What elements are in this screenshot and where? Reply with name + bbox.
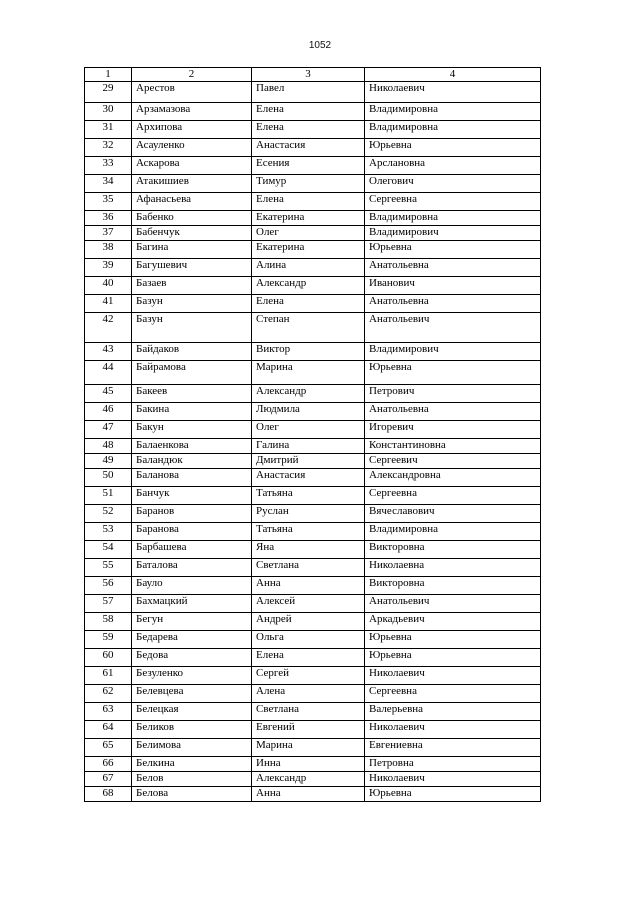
first-name-cell: Яна — [252, 541, 365, 559]
last-name-cell: Балаенкова — [132, 439, 252, 454]
table-row — [85, 193, 541, 211]
patronymic-cell: Анатольевич — [365, 595, 541, 613]
table-row — [85, 613, 541, 631]
page-number: 1052 — [308, 40, 332, 51]
last-name-cell: Банчук — [132, 487, 252, 505]
first-name-cell: Александр — [252, 277, 365, 295]
table-row — [85, 313, 541, 343]
row-number-cell: 68 — [85, 787, 132, 802]
table-row — [85, 103, 541, 121]
table-row — [85, 211, 541, 226]
table-row — [85, 649, 541, 667]
patronymic-cell: Анатольевич — [365, 313, 541, 343]
patronymic-cell: Николаевна — [365, 559, 541, 577]
table-row — [85, 541, 541, 559]
table-row — [85, 226, 541, 241]
header-col-2: 2 — [132, 68, 252, 82]
first-name-cell: Алина — [252, 259, 365, 277]
patronymic-cell: Константиновна — [365, 439, 541, 454]
first-name-cell: Татьяна — [252, 523, 365, 541]
last-name-cell: Баландюк — [132, 454, 252, 469]
patronymic-cell: Владимировна — [365, 523, 541, 541]
first-name-cell: Анна — [252, 787, 365, 802]
row-number-cell: 63 — [85, 703, 132, 721]
row-number-cell: 29 — [85, 82, 132, 103]
table-row — [85, 121, 541, 139]
patronymic-cell: Юрьевна — [365, 649, 541, 667]
table-row — [85, 385, 541, 403]
last-name-cell: Белов — [132, 772, 252, 787]
first-name-cell: Светлана — [252, 559, 365, 577]
table-row — [85, 277, 541, 295]
row-number-cell: 35 — [85, 193, 132, 211]
table-row — [85, 631, 541, 649]
row-number-cell: 40 — [85, 277, 132, 295]
first-name-cell: Александр — [252, 385, 365, 403]
row-number-cell: 64 — [85, 721, 132, 739]
patronymic-cell: Сергеевич — [365, 454, 541, 469]
row-number-cell: 50 — [85, 469, 132, 487]
row-number-cell: 33 — [85, 157, 132, 175]
table-row — [85, 82, 541, 103]
patronymic-cell: Викторовна — [365, 577, 541, 595]
last-name-cell: Безуленко — [132, 667, 252, 685]
last-name-cell: Базун — [132, 295, 252, 313]
patronymic-cell: Владимирович — [365, 343, 541, 361]
patronymic-cell: Сергеевна — [365, 487, 541, 505]
table-row — [85, 595, 541, 613]
last-name-cell: Байдаков — [132, 343, 252, 361]
first-name-cell: Елена — [252, 649, 365, 667]
last-name-cell: Белова — [132, 787, 252, 802]
header-col-4: 4 — [365, 68, 541, 82]
first-name-cell: Ольга — [252, 631, 365, 649]
row-number-cell: 31 — [85, 121, 132, 139]
header-col-1: 1 — [85, 68, 132, 82]
first-name-cell: Екатерина — [252, 241, 365, 259]
first-name-cell: Евгений — [252, 721, 365, 739]
patronymic-cell: Анатольевна — [365, 403, 541, 421]
last-name-cell: Багина — [132, 241, 252, 259]
patronymic-cell: Аркадьевич — [365, 613, 541, 631]
patronymic-cell: Александровна — [365, 469, 541, 487]
table-header-row — [85, 68, 541, 82]
first-name-cell: Татьяна — [252, 487, 365, 505]
row-number-cell: 59 — [85, 631, 132, 649]
last-name-cell: Багушевич — [132, 259, 252, 277]
row-number-cell: 38 — [85, 241, 132, 259]
patronymic-cell: Арслановна — [365, 157, 541, 175]
row-number-cell: 36 — [85, 211, 132, 226]
first-name-cell: Сергей — [252, 667, 365, 685]
patronymic-cell: Анатольевна — [365, 259, 541, 277]
table-row — [85, 787, 541, 802]
table-row — [85, 772, 541, 787]
patronymic-cell: Юрьевна — [365, 787, 541, 802]
last-name-cell: Бедова — [132, 649, 252, 667]
first-name-cell: Людмила — [252, 403, 365, 421]
first-name-cell: Алена — [252, 685, 365, 703]
last-name-cell: Бауло — [132, 577, 252, 595]
first-name-cell: Анастасия — [252, 139, 365, 157]
first-name-cell: Дмитрий — [252, 454, 365, 469]
row-number-cell: 42 — [85, 313, 132, 343]
last-name-cell: Бахмацкий — [132, 595, 252, 613]
first-name-cell: Елена — [252, 295, 365, 313]
table-row — [85, 667, 541, 685]
first-name-cell: Елена — [252, 121, 365, 139]
last-name-cell: Базаев — [132, 277, 252, 295]
last-name-cell: Бабенчук — [132, 226, 252, 241]
first-name-cell: Алексей — [252, 595, 365, 613]
row-number-cell: 30 — [85, 103, 132, 121]
table-row — [85, 343, 541, 361]
row-number-cell: 52 — [85, 505, 132, 523]
first-name-cell: Есения — [252, 157, 365, 175]
first-name-cell: Виктор — [252, 343, 365, 361]
table-row — [85, 739, 541, 757]
row-number-cell: 54 — [85, 541, 132, 559]
first-name-cell: Инна — [252, 757, 365, 772]
row-number-cell: 66 — [85, 757, 132, 772]
patronymic-cell: Викторовна — [365, 541, 541, 559]
last-name-cell: Бакун — [132, 421, 252, 439]
last-name-cell: Афанасьева — [132, 193, 252, 211]
row-number-cell: 46 — [85, 403, 132, 421]
patronymic-cell: Николаевич — [365, 667, 541, 685]
last-name-cell: Бабенко — [132, 211, 252, 226]
first-name-cell: Галина — [252, 439, 365, 454]
patronymic-cell: Сергеевна — [365, 685, 541, 703]
row-number-cell: 44 — [85, 361, 132, 385]
first-name-cell: Андрей — [252, 613, 365, 631]
patronymic-cell: Владимировна — [365, 211, 541, 226]
last-name-cell: Арзамазова — [132, 103, 252, 121]
patronymic-cell: Владимировна — [365, 103, 541, 121]
patronymic-cell: Юрьевна — [365, 139, 541, 157]
first-name-cell: Степан — [252, 313, 365, 343]
row-number-cell: 39 — [85, 259, 132, 277]
last-name-cell: Белкина — [132, 757, 252, 772]
row-number-cell: 57 — [85, 595, 132, 613]
last-name-cell: Базун — [132, 313, 252, 343]
table-row — [85, 577, 541, 595]
row-number-cell: 43 — [85, 343, 132, 361]
row-number-cell: 65 — [85, 739, 132, 757]
last-name-cell: Архипова — [132, 121, 252, 139]
patronymic-cell: Николаевич — [365, 772, 541, 787]
row-number-cell: 61 — [85, 667, 132, 685]
last-name-cell: Белимова — [132, 739, 252, 757]
patronymic-cell: Иванович — [365, 277, 541, 295]
table-body — [85, 82, 541, 802]
patronymic-cell: Юрьевна — [365, 631, 541, 649]
row-number-cell: 32 — [85, 139, 132, 157]
last-name-cell: Бакеев — [132, 385, 252, 403]
first-name-cell: Анна — [252, 577, 365, 595]
row-number-cell: 34 — [85, 175, 132, 193]
patronymic-cell: Игоревич — [365, 421, 541, 439]
table-row — [85, 454, 541, 469]
patronymic-cell: Петровна — [365, 757, 541, 772]
patronymic-cell: Евгениевна — [365, 739, 541, 757]
patronymic-cell: Юрьевна — [365, 361, 541, 385]
last-name-cell: Белевцева — [132, 685, 252, 703]
last-name-cell: Байрамова — [132, 361, 252, 385]
table-row — [85, 757, 541, 772]
patronymic-cell: Николаевич — [365, 721, 541, 739]
last-name-cell: Баланова — [132, 469, 252, 487]
last-name-cell: Белецкая — [132, 703, 252, 721]
row-number-cell: 60 — [85, 649, 132, 667]
last-name-cell: Барбашева — [132, 541, 252, 559]
row-number-cell: 45 — [85, 385, 132, 403]
last-name-cell: Бедарева — [132, 631, 252, 649]
patronymic-cell: Вячеславович — [365, 505, 541, 523]
patronymic-cell: Валерьевна — [365, 703, 541, 721]
patronymic-cell: Сергеевна — [365, 193, 541, 211]
first-name-cell: Анастасия — [252, 469, 365, 487]
table-row — [85, 703, 541, 721]
row-number-cell: 37 — [85, 226, 132, 241]
table-row — [85, 721, 541, 739]
table-row — [85, 505, 541, 523]
row-number-cell: 62 — [85, 685, 132, 703]
row-number-cell: 48 — [85, 439, 132, 454]
row-number-cell: 58 — [85, 613, 132, 631]
row-number-cell: 56 — [85, 577, 132, 595]
header-col-3: 3 — [252, 68, 365, 82]
last-name-cell: Бегун — [132, 613, 252, 631]
last-name-cell: Баталова — [132, 559, 252, 577]
table-row — [85, 559, 541, 577]
table-row — [85, 523, 541, 541]
table-row — [85, 175, 541, 193]
patronymic-cell: Владимировна — [365, 121, 541, 139]
first-name-cell: Александр — [252, 772, 365, 787]
row-number-cell: 53 — [85, 523, 132, 541]
last-name-cell: Арестов — [132, 82, 252, 103]
last-name-cell: Баранов — [132, 505, 252, 523]
table-row — [85, 295, 541, 313]
last-name-cell: Беликов — [132, 721, 252, 739]
last-name-cell: Бакина — [132, 403, 252, 421]
patronymic-cell: Владимирович — [365, 226, 541, 241]
first-name-cell: Светлана — [252, 703, 365, 721]
first-name-cell: Тимур — [252, 175, 365, 193]
table-row — [85, 139, 541, 157]
row-number-cell: 55 — [85, 559, 132, 577]
first-name-cell: Елена — [252, 193, 365, 211]
roster-table — [84, 67, 541, 802]
row-number-cell: 41 — [85, 295, 132, 313]
table-row — [85, 403, 541, 421]
first-name-cell: Руслан — [252, 505, 365, 523]
row-number-cell: 47 — [85, 421, 132, 439]
table-row — [85, 259, 541, 277]
last-name-cell: Атакишиев — [132, 175, 252, 193]
table-row — [85, 439, 541, 454]
first-name-cell: Марина — [252, 361, 365, 385]
first-name-cell: Елена — [252, 103, 365, 121]
first-name-cell: Олег — [252, 421, 365, 439]
row-number-cell: 49 — [85, 454, 132, 469]
row-number-cell: 51 — [85, 487, 132, 505]
row-number-cell: 67 — [85, 772, 132, 787]
last-name-cell: Аскарова — [132, 157, 252, 175]
table-row — [85, 469, 541, 487]
patronymic-cell: Петрович — [365, 385, 541, 403]
patronymic-cell: Юрьевна — [365, 241, 541, 259]
table-row — [85, 685, 541, 703]
first-name-cell: Олег — [252, 226, 365, 241]
first-name-cell: Павел — [252, 82, 365, 103]
table-row — [85, 421, 541, 439]
patronymic-cell: Олегович — [365, 175, 541, 193]
first-name-cell: Марина — [252, 739, 365, 757]
patronymic-cell: Анатольевна — [365, 295, 541, 313]
table-row — [85, 157, 541, 175]
last-name-cell: Баранова — [132, 523, 252, 541]
first-name-cell: Екатерина — [252, 211, 365, 226]
table-row — [85, 487, 541, 505]
table-row — [85, 241, 541, 259]
table-row — [85, 361, 541, 385]
patronymic-cell: Николаевич — [365, 82, 541, 103]
last-name-cell: Асауленко — [132, 139, 252, 157]
